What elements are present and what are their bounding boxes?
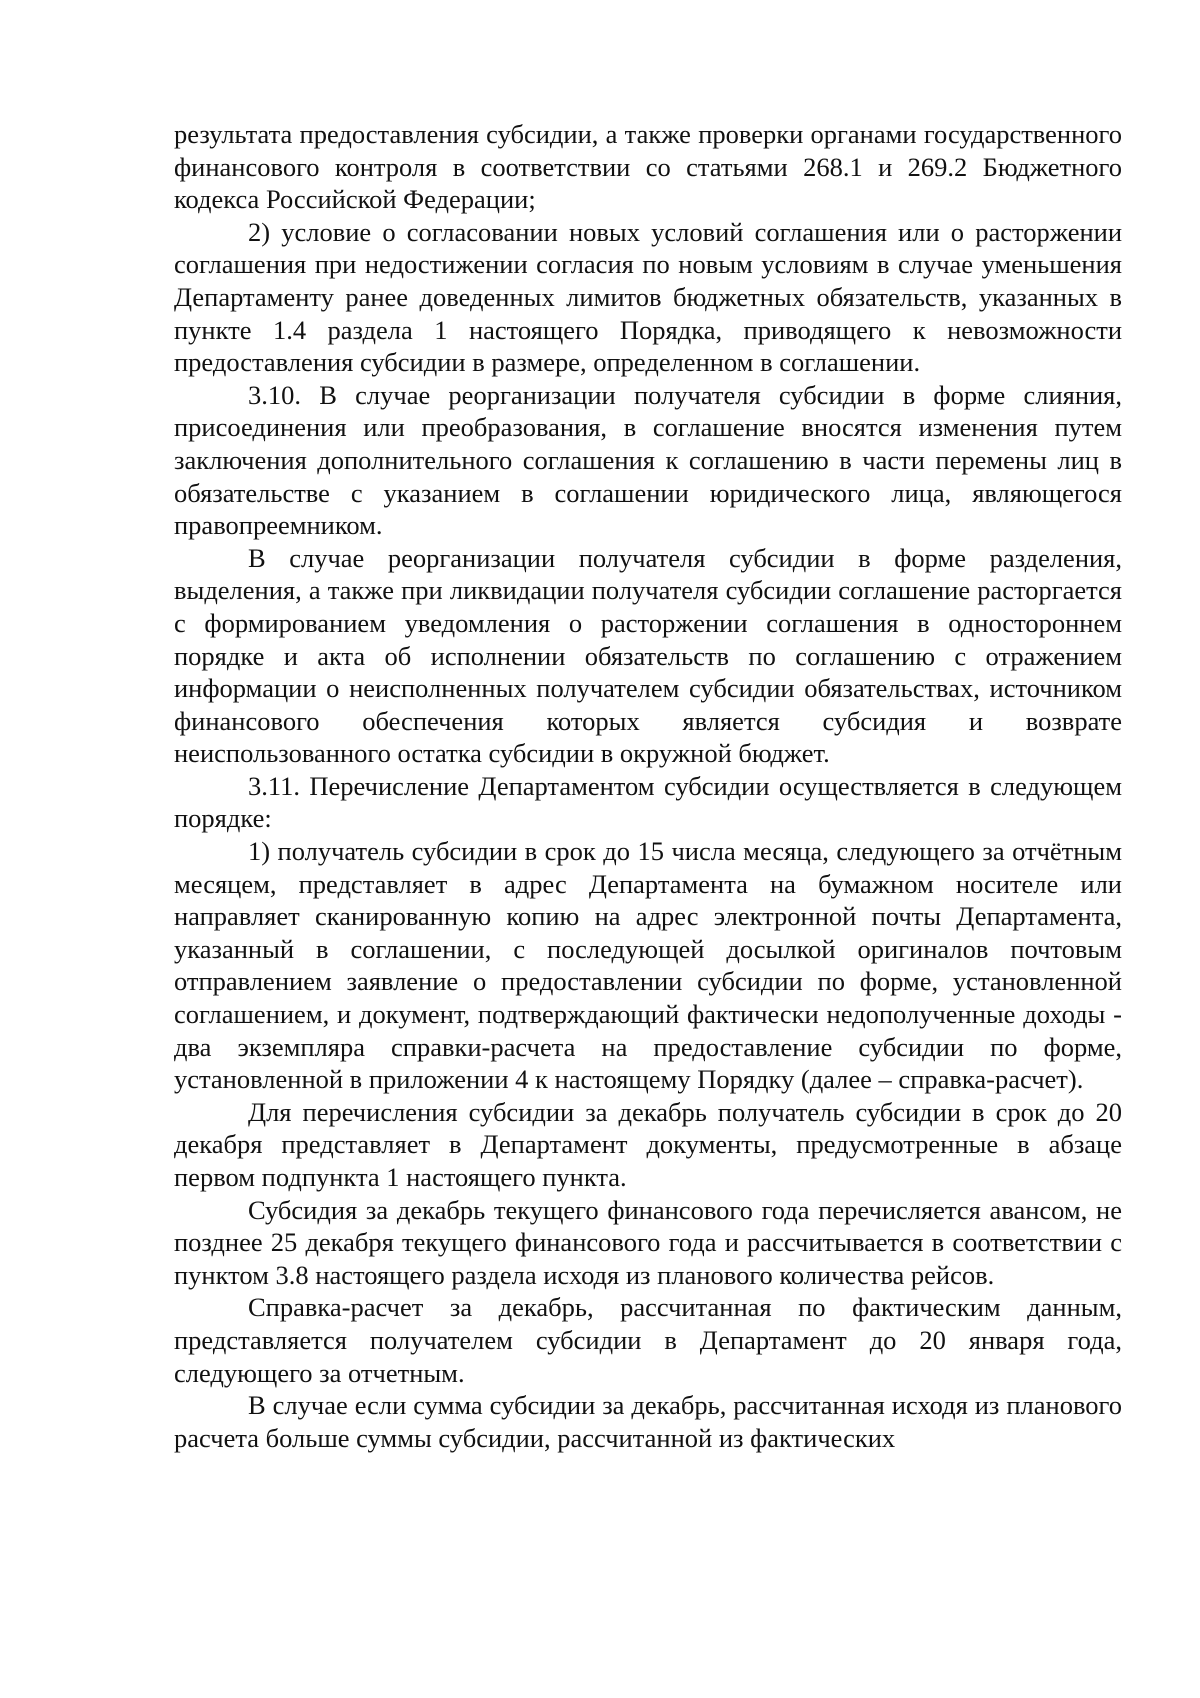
paragraph-reorganization: В случае реорганизации получателя субсидии в форме разделения, выделения, а также при ликвидации получателя субсидии соглашение расторгается с формированием уведомления о расторжении соглашения в одностороннем порядке и акта об исполнении обязательств по соглашению с отражением информации о неисполненных получателем субсидии обязательствах, источником финансового обеспечения которых является субсидия и возврате неиспользованного остатка субсидии в окружной бюджет. <box>174 542 1122 769</box>
paragraph-subitem-2: 2) условие о согласовании новых условий соглашения или о расторжении соглашения при недостижении согласия по новым условиям в случае уменьшения Департаменту ранее доведенных лимитов бюджетных обязательств, указанных в пункте 1.4 раздела 1 настоящего Порядка, приводящего к невозможности предоставления субсидии в размере, определенном в соглашении. <box>174 216 1122 378</box>
paragraph-3-11: 3.11. Перечисление Департаментом субсидии осуществляется в следующем порядке: <box>174 770 1122 834</box>
paragraph-december-transfer: Для перечисления субсидии за декабрь получатель субсидии в срок до 20 декабря представляет в Департамент документы, предусмотренные в абзаце первом подпункта 1 настоящего пункта. <box>174 1096 1122 1192</box>
paragraph-subitem-1: 1) получатель субсидии в срок до 15 числа месяца, следующего за отчётным месяцем, представляет в адрес Департамента на бумажном носителе или направляет сканированную копию на адрес электронной почты Департамента, указанный в соглашении, с последующей досылкой оригиналов почтовым отправлением заявление о предоставлении субсидии по форме, установленной соглашением, и документ, подтверждающий фактически недополученные доходы - два экземпляра справки-расчета на предоставление субсидии по форме, установленной в приложении 4 к настоящему Порядку (далее – справка-расчет). <box>174 836 1122 1095</box>
paragraph-december-advance: Субсидия за декабрь текущего финансового года перечисляется авансом, не позднее 25 декабря текущего финансового года и рассчитывается в соответствии с пунктом 3.8 настоящего раздела исходя из планового количества рейсов. <box>174 1194 1122 1290</box>
paragraph-december-calculation: Справка-расчет за декабрь, рассчитанная по фактическим данным, представляется получателем субсидии в Департамент до 20 января года, следующего за отчетным. <box>174 1292 1122 1388</box>
paragraph-december-difference: В случае если сумма субсидии за декабрь, рассчитанная исходя из планового расчета больше суммы субсидии, рассчитанной из фактических <box>174 1390 1122 1453</box>
paragraph-continuation: результата предоставления субсидии, а также проверки органами государственного финансового контроля в соответствии со статьями 268.1 и 269.2 Бюджетного кодекса Российской Федерации; <box>174 119 1122 215</box>
paragraph-3-10: 3.10. В случае реорганизации получателя субсидии в форме слияния, присоединения или преобразования, в соглашение вносятся изменения путем заключения дополнительного соглашения к соглашению в части перемены лиц в обязательстве с указанием в соглашении юридического лица, являющегося правопреемником. <box>174 379 1122 541</box>
document-body <box>174 118 1122 1454</box>
